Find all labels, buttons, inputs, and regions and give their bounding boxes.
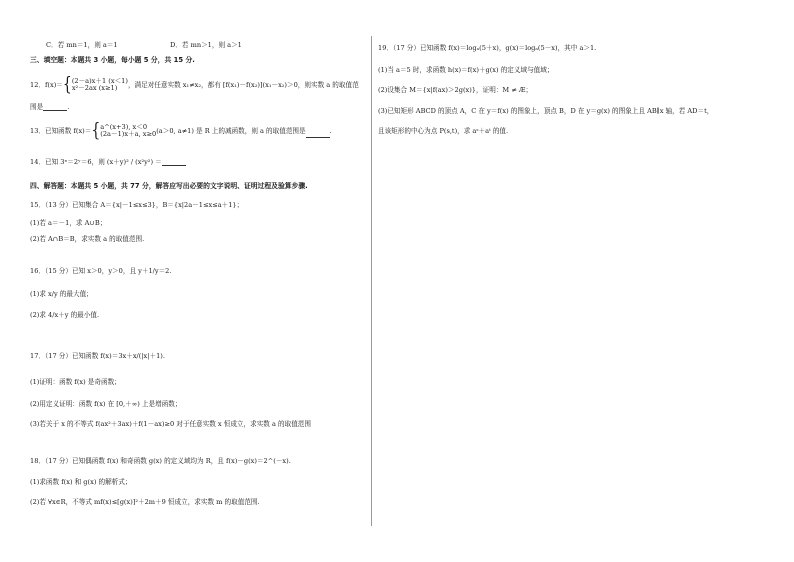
q12-case1: (2－a)x＋1 (x＜1) [71,77,128,85]
answer-blank [43,104,67,111]
q19-stem: 19．（17 分）已知函数 f(x)＝logₐ(5＋x)，g(x)＝logₐ(5－x)，其中 a＞1. [378,44,597,52]
answer-blank [162,159,186,166]
column-divider [371,36,372,526]
q12-line2-text: 围是 [30,103,44,111]
section4-title: 四、解答题：本题共 5 小题，共 77 分，解答应写出必要的文字说明、证明过程及验算步骤. [30,182,308,190]
q15-p1: (1)若 a＝－1，求 A∪B； [30,219,107,227]
q13-suffix: (a＞0, a≠1) 是 R 上的减函数，则 a 的取值范围是 [156,127,306,135]
q12-suffix: ，满足对任意实数 x₁≠x₂，都有 [f(x₁)－f(x₂)](x₁－x₂)＞0，则实数 a 的取值范 [127,81,359,89]
q14 [30,158,186,166]
q15-p2: (2)若 A∩B＝B，求实数 a 的取值范围. [30,235,145,243]
q18-p1: (1)求函数 f(x) 和 g(x) 的解析式； [30,478,132,486]
q13-case1: a^(x+3), x＜0 [100,123,148,131]
q19-p2: (2)设集合 M＝{x|f(ax)＞2g(x)}，证明：M ≠ Æ； [378,86,533,94]
q13-cases [100,124,156,138]
q15-stem: 15．（13 分）已知集合 A＝{x|－1≤x≤3}，B＝{x|2a－1≤x≤a＋1}； [30,201,244,209]
q12-cases [72,78,128,92]
q17-stem: 17．（17 分）已知函数 f(x)＝3x＋x/(|x|＋1). [30,352,165,360]
q12 [30,74,359,96]
q14-text: 14．已知 3ˣ＝2ʸ＝6，则 (x＋y)² / (x²y²) ＝ [30,158,162,166]
q16-p1: (1)求 x/y 的最大值； [30,290,93,298]
q19-p3b: 且该矩形的中心为点 P(s,t)，求 aˢ＋aᵗ 的值. [378,127,509,135]
q18-p2: (2)若 ∀x∈R，不等式 mf(x)≤[g(x)]²＋2m＋9 恒成立，求实数 m 的取值范围. [30,498,260,506]
option-c: C．若 mn＝1，则 a＝1 [46,41,118,49]
q16-p2: (2)求 4/x＋y 的最小值. [30,311,100,319]
option-d: D．若 mn＞1，则 a＞1 [170,41,242,49]
q13: 13．已知函数 f(x)＝{a^(x+3), x＜0 (2a－1)x＋a, x≥0(a＞0, a≠1) 是 R 上的减函数，则 a 的取值范围是 . [30,120,332,142]
brace-icon: { [62,74,72,96]
q17-p2: (2)用定义证明：函数 f(x) 在 [0,＋∞) 上是增函数； [30,400,182,408]
q17-p3: (3)若关于 x 的不等式 f(ax²＋3ax)＋f(1－ax)≥0 对于任意实数 x 恒成立，求实数 a 的取值范围 [30,420,311,428]
q18-stem: 18．（17 分）已知偶函数 f(x) 和奇函数 g(x) 的定义域均为 R，且 f(x)－g(x)＝2^(－x). [30,457,291,465]
brace-icon: { [91,120,101,142]
q19-p3: (3)已知矩形 ABCD 的顶点 A，C 在 y＝f(x) 的图象上，顶点 B，D 在 y＝g(x) 的图象上且 AB∥x 轴，若 AD＝t， [378,107,714,115]
q12-line2: 围是 . [30,103,70,111]
q13-prefix: 13．已知函数 f(x)＝ [30,127,92,135]
q12-case2: x²－2ax (x≥1) [71,84,118,92]
q19-p1: (1)当 a＝5 时，求函数 h(x)＝f(x)＋g(x) 的定义域与值域； [378,66,554,74]
q16-stem: 16．（15 分）已知 x＞0，y＞0，且 y＋1/y＝2. [30,267,172,275]
q13-case2: (2a－1)x＋a, x≥0 [100,130,157,138]
answer-blank [306,131,330,138]
section3-title: 三、填空题：本题共 3 小题，每小题 5 分，共 15 分. [30,56,195,64]
q17-p1: (1)证明：函数 f(x) 是奇函数； [30,378,121,386]
q12-prefix: 12．f(x)＝ [30,81,63,89]
